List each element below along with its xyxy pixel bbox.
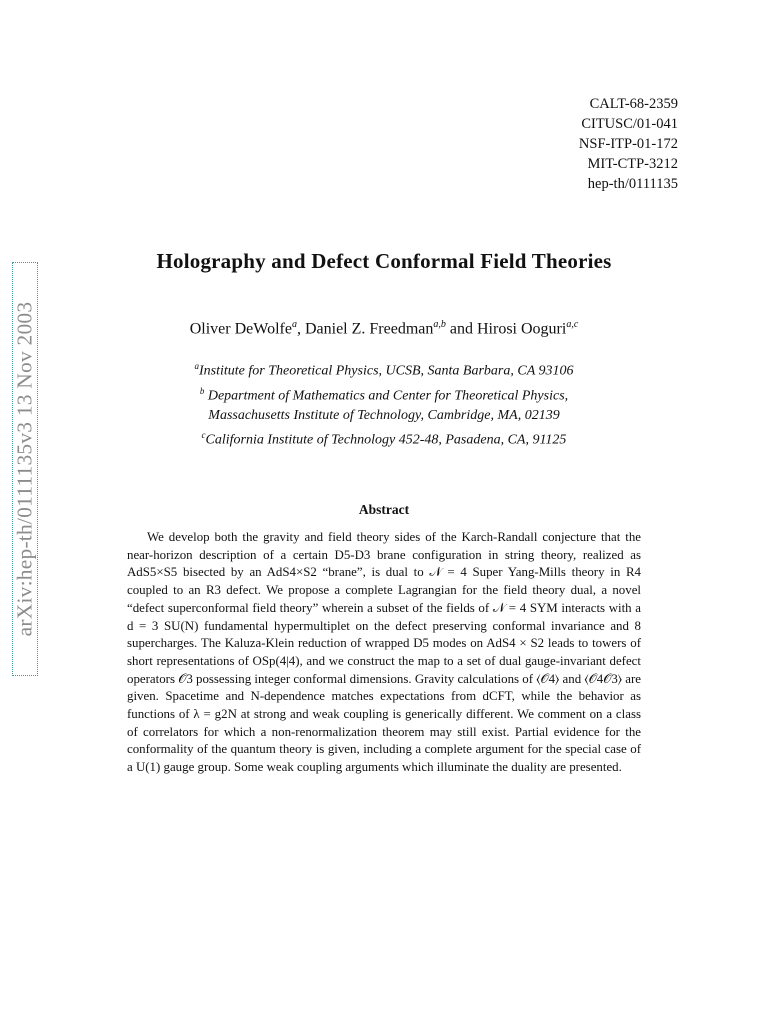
abstract-heading: Abstract [358, 502, 410, 517]
author-conjunction: and [449, 320, 473, 338]
arxiv-stamp-text: arXiv:hep-th/0111135v3 13 Nov 2003 [12, 301, 37, 637]
author-name: Oliver DeWolfe [189, 320, 292, 338]
affiliation-b [0, 382, 768, 425]
author-name: Daniel Z. Freedman [304, 320, 434, 338]
author-affiliation-marker: a,b [433, 319, 446, 330]
author-affiliation-marker: a [291, 319, 297, 330]
affiliation-marker: a [194, 361, 199, 371]
affiliation-text: Department of Mathematics and Center for Theoretical Physics, [207, 388, 569, 404]
affiliation-text: Massachusetts Institute of Technology, Cambridge, MA, 02139 [208, 407, 560, 423]
abstract-body: We develop both the gravity and field theory sides of the Karch-Randall conjecture that the near-horizon description of a certain D5-D3 brane configuration in string theory, realized as AdS5×S5 bisected by an AdS4×S2 “brane”, is dual to 𝒩 = 4 Super Yang-Mills theory in R4 coupled to an R3 defect. We propose a complete Lagrangian for the field theory dual, a novel “defect superconformal field theory” wherein a subset of the fields of 𝒩 = 4 SYM interacts with a d = 3 SU(N) fundamental hypermultiplet on the defect preserving conformal invariance and 8 supercharges. The Kaluza-Klein reduction of wrapped D5 modes on AdS4 × S2 leads to towers of short representations of OSp(4|4), and we construct the map to a set of dual gauge-invariant defect operators 𝒪3 possessing integer conformal dimensions. Gravity calculations of ⟨𝒪4⟩ and ⟨𝒪4𝒪3⟩ are given. Spacetime and N-dependence matches expectations from dCFT, while the behavior as functions of λ = g2N at strong and weak coupling is generically different. We comment on a class of correlators for which a non-renormalization theorem may still exist. Partial evidence for the conformality of the quantum theory is given, including a complete argument for the special case of a U(1) gauge group. Some weak coupling arguments which illuminate the duality are presented. [127, 530, 641, 775]
report-number: CITUSC/01-041 [581, 116, 678, 132]
report-number: NSF-ITP-01-172 [578, 136, 678, 152]
affiliation-marker: c [201, 430, 206, 440]
report-number: CALT-68-2359 [589, 96, 678, 112]
author-affiliation-marker: a,c [566, 319, 579, 330]
affiliation-marker: b [199, 386, 205, 396]
report-numbers [478, 94, 678, 194]
report-number: MIT-CTP-3212 [587, 156, 678, 172]
affiliation-text: California Institute of Technology 452-48, Pasadena, CA, 91125 [205, 432, 567, 448]
affiliation-a [0, 357, 768, 381]
author-name: Hirosi Ooguri [476, 320, 567, 338]
paper-title: Holography and Defect Conformal Field Theories [156, 249, 612, 273]
author-list: Oliver DeWolfe$^a$, Daniel Z. Freedman$^{a,b}$ and Hirosi Ooguri$^{a,c}$ [189, 319, 579, 338]
report-number: hep-th/0111135 [587, 176, 678, 192]
affiliation-c [0, 426, 768, 450]
affiliation-text: Institute for Theoretical Physics, UCSB, Santa Barbara, CA 93106 [199, 363, 574, 379]
